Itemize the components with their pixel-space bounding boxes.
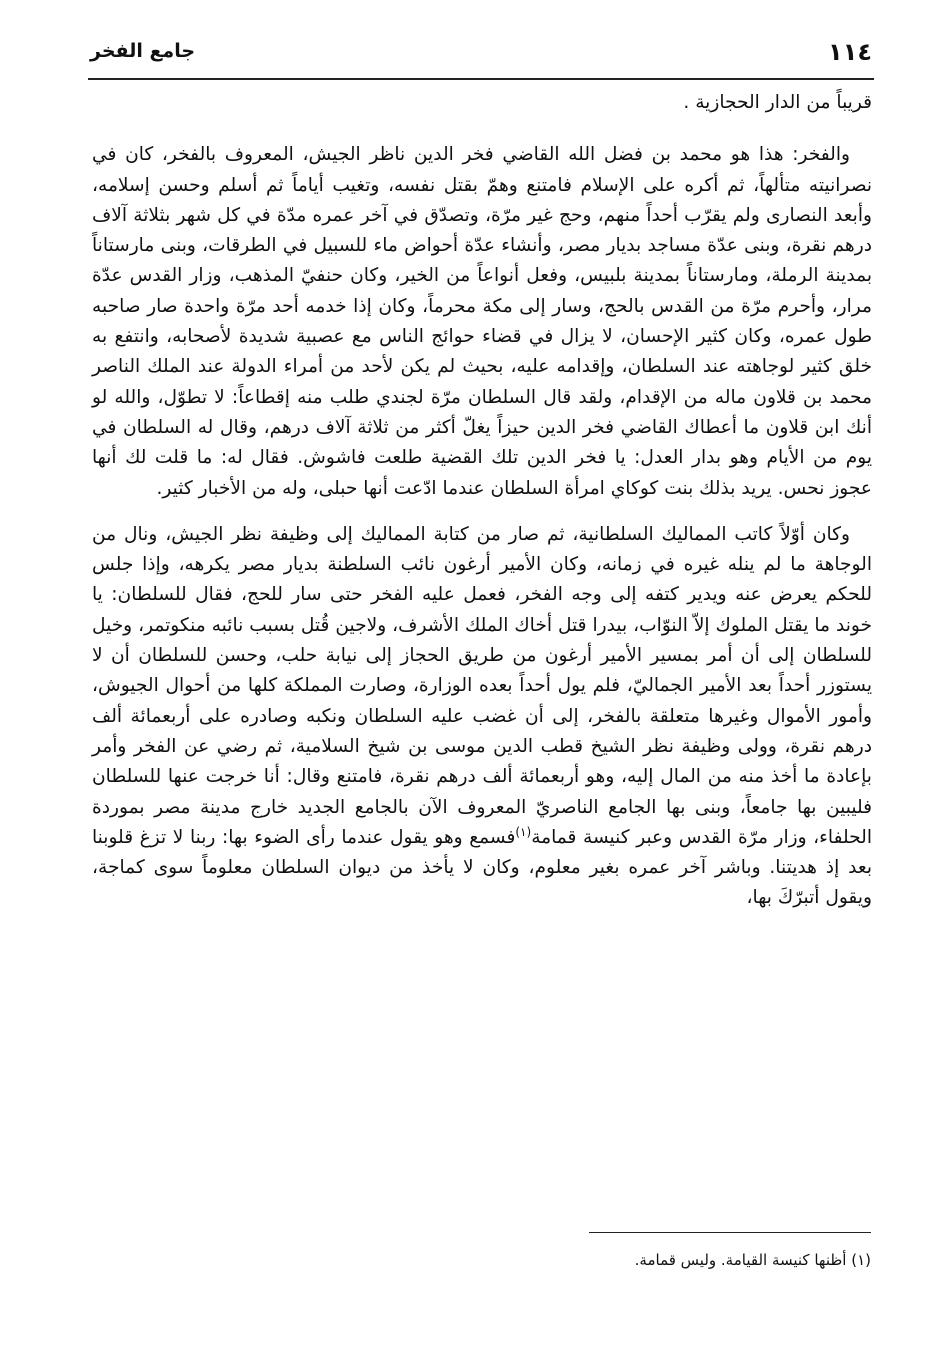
paragraph-3-text: وكان أوّلاً كاتب المماليك السلطانية، ثم صار من كتابة المماليك إلى وظيفة نظر الجيش، ونال من الوجاهة ما لم ينله غيره في زمانه، وكان الأمير أرغون نائب السلطنة بديار مصر يكرهه، وإذا جلس للحكم يعرض عنه ويدير كتفه إلى وجه الفخر، فعمل عليه الفخر حتى سار للحج، فقال للسلطان: يا خوند ما يقتل الملوك إلاّ النوّاب، بيدرا قتل أخاك الملك الأشرف، ولاجين قُتل بسبب نائبه منكوتمر، وخيل للسلطان إلى أن أمر بمسير الأمير أرغون من طريق الحجاز إلى نيابة حلب، وحسن للسلطان أن لا يستوزر أحداً بعد الأمير الجماليّ، فلم يول أحداً بعده الوزارة، وصارت المملكة كلها من أحوال الجيوش، وأمور الأموال وغيرها متعلقة بالفخر، إلى أن غضب عليه السلطان ونكبه وصادره على أربعمائة ألف درهم نقرة، وولى وظيفة نظر الشيخ قطب الدين موسى بن شيخ السلامية، ثم رضي عن الفخر وأمر بإعادة ما أخذ منه من المال إليه، وهو أربعمائة ألف درهم نقرة، فامتنع وقال: أنا خرجت عنها للسلطان فليبين بها جامعاً، وبنى بها الجامع الناصريّ المعروف الآن بالجامع الجديد خارج مدينة مصر بموردة الحلفاء، وزار مرّة القدس وعبر كنيسة قمامة [92,523,872,848]
main-text [92,88,872,914]
paragraph-2 [92,140,872,504]
page-header [90,34,872,74]
footnote-rule [589,1232,871,1233]
running-title: جامع الفخر [90,40,196,62]
paragraph-3 [92,520,872,914]
page-number: ١١٤ [828,38,872,66]
footnote-marker: (١) [515,824,532,839]
footnote: (١) أظنها كنيسة القيامة. وليس قمامة. [634,1251,871,1269]
paragraph-3-continuation: فسمع وهو يقول عندما رأى الضوء بها: ربنا لا تزغ قلوبنا بعد إذ هديتنا. وباشر آخر عمره بغير معلوم، وكان لا يأخذ من ديوان السلطان معلوماً سوى كماجة، ويقول أتبرّكَ بها، [92,826,872,909]
header-rule [88,78,874,80]
paragraph-1: قريباً من الدار الحجازية . [683,92,872,113]
paragraph-2-text: والفخر: هذا هو محمد بن فضل الله القاضي فخر الدين ناظر الجيش، المعروف بالفخر، كان في نصرانيته متألهاً، ثم أكره على الإسلام فامتنع وهمّ بقتل نفسه، وتغيب أياماً ثم أسلم وحسن إسلامه، وأبعد النصارى ولم يقرّب أحداً منهم، وحج غير مرّة، وتصدّق في آخر عمره مدّة في كل شهر بثلاثة آلاف درهم نقرة، وبنى عدّة مساجد بديار مصر، وأنشاء عدّة أحواض ماء للسبيل في الطرقات، وبنى مارستاناً بمدينة الرملة، ومارستاناً بمدينة بلبيس، وفعل أنواعاً من الخير، وكان حنفيّ المذهب، وزار القدس عدّة مرار، وأحرم مرّة من القدس بالحج، وسار إلى مكة محرماً، وكان إذا خدمه أحد مرّة واحدة صار صاحبه طول عمره، وكان كثير الإحسان، لا يزال في قضاء حوائج الناس مع عصبية شديدة لأصحابه، وانتفع به خلق كثير لوجاهته عند السلطان، وإقدامه عليه، بحيث لم يكن لأحد من أمراء الدولة عند الملك الناصر محمد بن قلاون ماله من الإقدام، ولقد قال السلطان مرّة لجندي طلب منه إقطاعاً: لا تطوّل، والله لو أنك ابن قلاون ما أعطاك القاضي فخر الدين حيزاً يغلّ أكثر من ثلاثة آلاف درهم، وقال له السلطان في يوم من الأيام وهو بدار العدل: يا فخر الدين تلك القضية طلعت فاشوش. فقال له: ما قلت لك أنها عجوز نحس. يريد بذلك بنت كوكاي امرأة السلطان عندما ادّعت أنها حبلى، وله من الأخبار كثير. [92,144,872,499]
